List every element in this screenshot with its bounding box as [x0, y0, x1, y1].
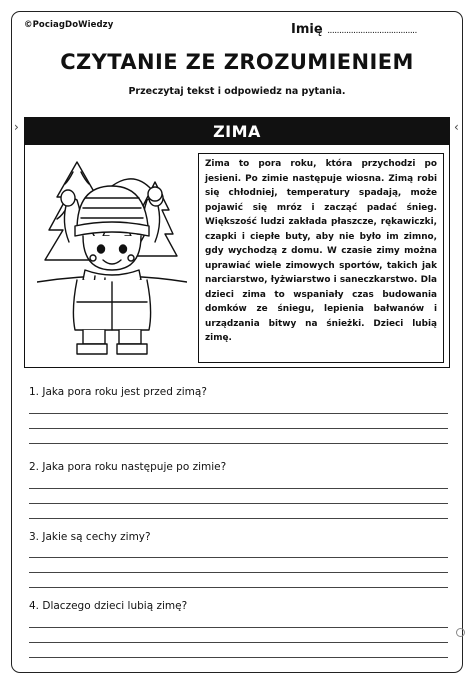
answer-line[interactable]	[29, 557, 448, 558]
reading-box	[24, 117, 450, 368]
name-label: Imię	[291, 22, 323, 37]
answer-line[interactable]	[29, 642, 448, 643]
side-ornament-left: ›	[14, 120, 19, 134]
answer-line[interactable]	[29, 572, 448, 573]
answer-line[interactable]	[29, 428, 448, 429]
question-4: 4. Dlaczego dzieci lubią zimę?	[29, 600, 188, 612]
answer-line[interactable]	[29, 443, 448, 444]
question-2: 2. Jaka pora roku następuje po zimie?	[29, 461, 227, 473]
instruction-text: Przeczytaj tekst i odpowiedz na pytania.	[128, 86, 346, 97]
name-field[interactable]	[291, 22, 417, 37]
child-in-winter-clothes-illustration	[37, 152, 187, 360]
answer-line[interactable]	[29, 657, 448, 658]
side-ornament-right: ‹	[454, 120, 459, 134]
brand-label: ©PociagDoWiedzy	[24, 20, 114, 30]
answer-line[interactable]	[29, 488, 448, 489]
name-dots: ......................................	[327, 26, 417, 36]
reading-text: Zima to pora roku, która przychodzi po jesieni. Po zimie następuje wiosna. Zimą robi się chłodniej, temperatury spadają, może pojawić się mróz i zacząć padać śnieg. Większość ludzi zakłada płaszcze, rękawiczki, czapki i ciepłe buty, aby nie było im zimno, gdy wychodzą z domu. W czasie zimy można uprawiać wiele zimowych sportów, takich jak narciarstwo, łyżwiarstwo i saneczkarstwo. Dla dzieci zima to wspaniały czas budowania domków ze śniegu, lepienia bałwanów i urządzania bitwy na śnieżki. Dzieci lubią zimę.	[198, 153, 444, 363]
reading-heading: ZIMA	[25, 118, 449, 145]
answer-line[interactable]	[29, 413, 448, 414]
question-3: 3. Jakie są cechy zimy?	[29, 531, 151, 543]
answer-line[interactable]	[29, 587, 448, 588]
answer-line[interactable]	[29, 518, 448, 519]
answer-line[interactable]	[29, 503, 448, 504]
answer-line[interactable]	[29, 627, 448, 628]
corner-ornament	[456, 628, 465, 637]
page-title: CZYTANIE ZE ZROZUMIENIEM	[60, 50, 414, 74]
question-1: 1. Jaka pora roku jest przed zimą?	[29, 386, 207, 398]
